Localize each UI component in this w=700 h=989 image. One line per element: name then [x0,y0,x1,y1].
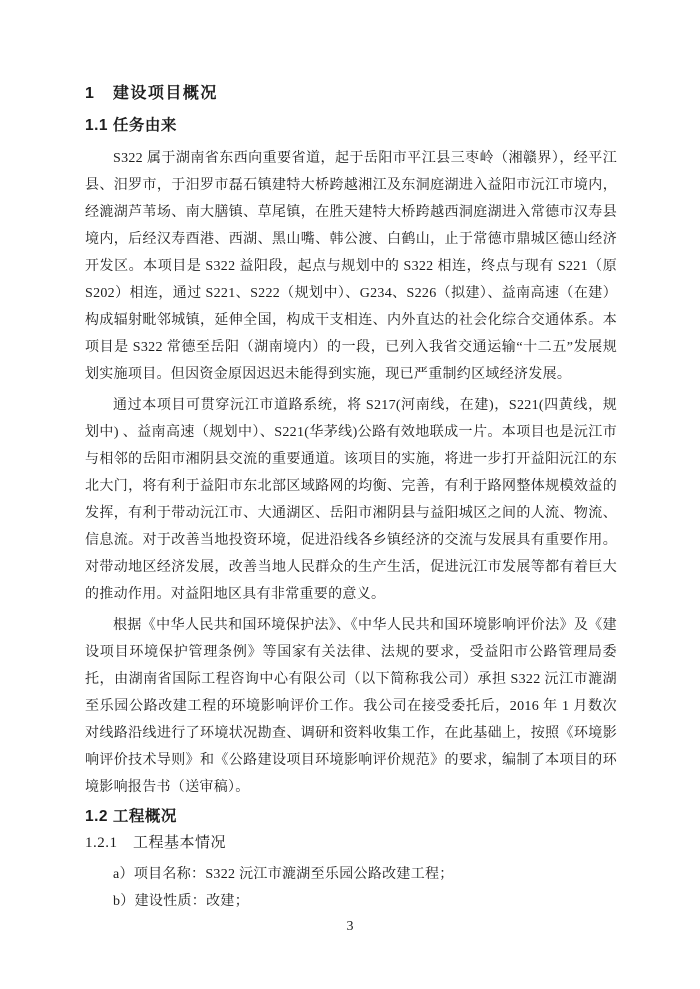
paragraph-task-origin-1: S322 属于湖南省东西向重要省道，起于岳阳市平江县三枣岭（湘赣界），经平江县、汨罗市，于汨罗市磊石镇建特大桥跨越湘江及东洞庭湖进入益阳市沅江市境内，经漉湖芦苇场、南大膳镇、草尾镇，在胜天建特大桥跨越西洞庭湖进入常德市汉寿县境内，后经汉寿酉港、西湖、黑山嘴、韩公渡、白鹤山，止于常德市鼎城区德山经济开发区。本项目是 S322 益阳段，起点与规划中的 S322 相连，终点与现有 S221（原 S202）相连，通过 S221、S222（规划中）、G234、S226（拟建）、益南高速（在建）构成辐射毗邻城镇，延伸全国，构成干支相连、内外直达的社会化综合交通体系。本项目是 S322 常德至岳阳（湖南境内）的一段，已列入我省交通运输“十二五”发展规划实施项目。但因资金原因迟迟未能得到实施，现已严重制约区域经济发展。 [85,150,617,382]
subsection-1-2-1-heading: 1.2.1 工程基本情况 [85,835,227,851]
chapter-heading: 1 建设项目概况 [85,85,218,102]
section-1-2-heading: 1.2 工程概况 [85,807,177,825]
construction-nature-item: b）建设性质：改建； [113,894,249,909]
section-1-1-heading: 1.1 任务由来 [85,117,177,134]
paragraph-task-origin-3: 根据《中华人民共和国环境保护法》、《中华人民共和国环境影响评价法》及《建设项目环境保护管理条例》等国家有关法律、法规的要求，受益阳市公路管理局委托，由湖南省国际工程咨询中心有限公司（以下简称我公司）承担 S322 沅江市漉湖至乐园公路改建工程的环境影响评价工作。我公司在接受委托后，2016 年 1 月数次对线路沿线进行了环境状况勘查、调研和资料收集工作，在此基础上，按照《环境影响评价技术导则》和《公路建设项目环境影响评价规范》的要求，编制了本项目的环境影响报告书（送审稿）。 [85,617,617,795]
page-number: 3 [346,919,354,934]
paragraph-task-origin-2: 通过本项目可贯穿沅江市道路系统，将 S217(河南线，在建)，S221(四黄线，规划中) 、益南高速（规划中）、S221(华茅线)公路有效地联成一片。本项目也是沅江市与相邻的岳阳市湘阴县交流的重要通道。该项目的实施，将进一步打开益阳沅江的东北大门，将有利于益阳市东北部区域路网的均衡、完善，有利于路网整体规模效益的发挥，有利于带动沅江市、大通湖区、岳阳市湘阴县与益阳城区之间的人流、物流、信息流。对于改善当地投资环境，促进沿线各乡镇经济的交流与发展具有重要作用。对带动地区经济发展，改善当地人民群众的生产生活，促进沅江市发展等都有着巨大的推动作用。对益阳地区具有非常重要的意义。 [85,397,617,602]
project-name-item: a）项目名称：S322 沅江市漉湖至乐园公路改建工程； [113,866,454,882]
